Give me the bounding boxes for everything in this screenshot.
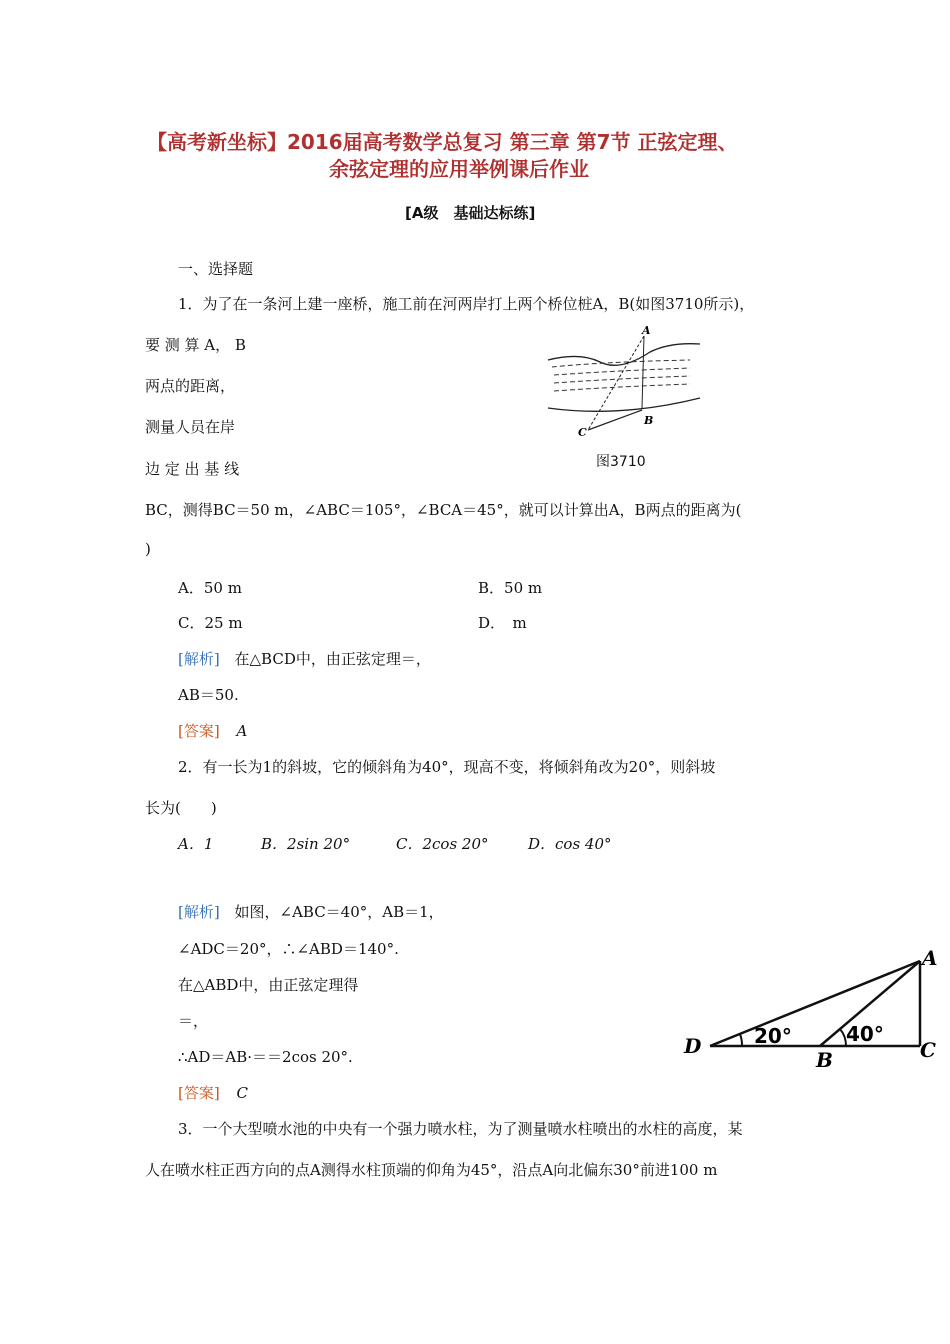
q1-wrap-2: 两点的距离， xyxy=(145,377,236,395)
q1-option-a: A．50 m xyxy=(178,579,242,597)
q1-wrap-3: 测量人员在岸 xyxy=(145,418,236,436)
title-line-1: 【高考新坐标】2016届高考数学总复习 第三章 第7节 正弦定理、 xyxy=(147,130,738,154)
fig2-label-c: C xyxy=(920,1038,936,1062)
fig1-label-c: C xyxy=(578,426,587,439)
q1-wrap-1: 要 测 算 A， B xyxy=(145,336,246,354)
q2-analysis-3: 在△ABD中，由正弦定理得 xyxy=(178,976,359,994)
angle-40-label: 40° xyxy=(846,1022,884,1046)
triangle-figure xyxy=(680,943,942,1073)
section-heading: 一、选择题 xyxy=(178,260,254,278)
q3-line-2: 人在喷水柱正西方向的点A测得水柱顶端的仰角为45°，沿点A向北偏东30°前进100 m xyxy=(145,1161,718,1179)
fig2-label-a: A xyxy=(922,946,938,970)
fig2-label-d: D xyxy=(684,1034,702,1058)
q1-wrap-4: 边 定 出 基 线 xyxy=(145,460,240,478)
fig2-label-b: B xyxy=(816,1048,833,1072)
q2-analysis-1: 如图，∠ABC＝40°，AB＝1， xyxy=(234,903,444,921)
fig1-label-a: A xyxy=(642,324,651,337)
q2-option-b: B．2sin 20° xyxy=(261,835,351,853)
q1-answer: A xyxy=(236,722,248,740)
q3-line-1: 3．一个大型喷水池的中央有一个强力喷水柱，为了测量喷水柱喷出的水柱的高度，某 xyxy=(178,1120,743,1138)
q2-option-c: C．2cos 20° xyxy=(396,835,489,853)
q2-option-d: D．cos 40° xyxy=(528,835,612,853)
q2-line-2: 长为( ) xyxy=(145,799,217,817)
level-heading: [A级 基础达标练] xyxy=(405,204,536,222)
q1-option-d: D． m xyxy=(478,614,527,632)
q2-option-a: A．1 xyxy=(178,835,214,853)
q1-option-c: C．25 m xyxy=(178,614,243,632)
figure-caption: 图3710 xyxy=(596,454,646,470)
river-figure xyxy=(540,322,710,472)
q2-analysis-4: ＝， xyxy=(178,1012,209,1030)
q1-analysis-tag: [解析] xyxy=(178,650,220,668)
q2-analysis-5: ∴AD＝AB·＝＝2cos 20°. xyxy=(178,1048,353,1066)
fig1-label-b: B xyxy=(644,414,654,427)
angle-20-label: 20° xyxy=(754,1024,792,1048)
q1-analysis-1: 在△BCD中，由正弦定理＝， xyxy=(234,650,431,668)
q1-option-b: B．50 m xyxy=(478,579,543,597)
q2-analysis-tag: [解析] xyxy=(178,903,220,921)
q1-line-1: 1．为了在一条河上建一座桥，施工前在河两岸打上两个桥位桩A，B(如图3710所示)， xyxy=(178,295,755,313)
q1-analysis-2: AB＝50. xyxy=(178,686,239,704)
q1-line-2: BC，测得BC＝50 m，∠ABC＝105°，∠BCA＝45°，就可以计算出A，B两点的距离为( xyxy=(145,501,742,519)
q2-answer-tag: [答案] xyxy=(178,1084,220,1102)
q2-analysis-2: ∠ADC＝20°，∴∠ABD＝140°. xyxy=(178,940,399,958)
q2-line-1: 2．有一长为1的斜坡，它的倾斜角为40°，现高不变，将倾斜角改为20°，则斜坡 xyxy=(178,758,716,776)
q1-answer-tag: [答案] xyxy=(178,722,220,740)
q1-line-3: ) xyxy=(145,540,151,558)
q2-answer: C xyxy=(236,1084,248,1102)
title-line-2: 余弦定理的应用举例课后作业 xyxy=(329,157,589,181)
